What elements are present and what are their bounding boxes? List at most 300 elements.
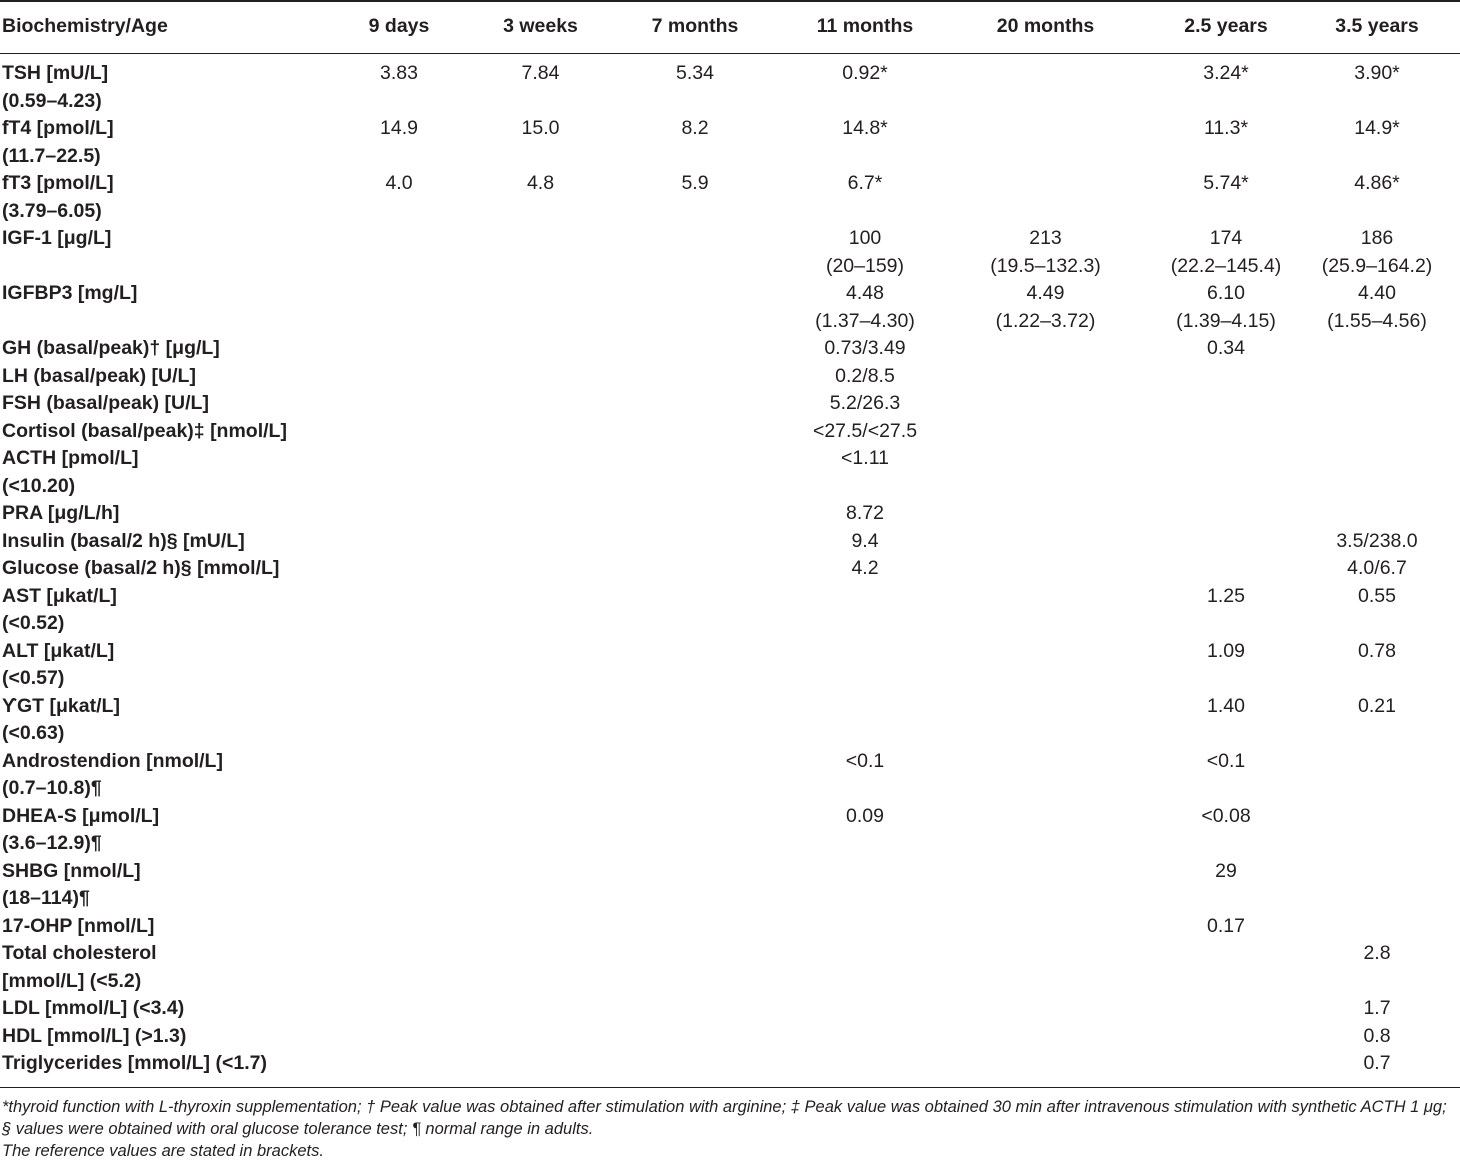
table-cell bbox=[1158, 418, 1294, 446]
column-header-20-months: 20 months bbox=[996, 15, 1095, 37]
cell-value: 2.8 bbox=[1363, 942, 1391, 964]
row-label bbox=[0, 418, 310, 446]
cell-value: 100 bbox=[848, 227, 882, 249]
row-label-line: GH (basal/peak)† [μg/L] bbox=[2, 337, 220, 359]
cell-value: <0.08 bbox=[1201, 804, 1251, 827]
table-cell bbox=[593, 418, 797, 446]
table-cell bbox=[488, 858, 593, 913]
table-cell bbox=[488, 418, 593, 446]
cell-value: 0.21 bbox=[1358, 694, 1396, 717]
table-cell bbox=[1294, 913, 1460, 941]
table-cell bbox=[593, 693, 797, 748]
row-label bbox=[0, 913, 310, 941]
table-cell bbox=[593, 53, 797, 115]
table-row bbox=[0, 940, 1460, 995]
table-cell bbox=[488, 940, 593, 995]
table-cell bbox=[488, 1023, 593, 1051]
table-cell bbox=[1294, 803, 1460, 858]
table-cell bbox=[1158, 638, 1294, 693]
row-label bbox=[0, 583, 310, 638]
table-cell bbox=[797, 500, 933, 528]
row-label-line: (11.7–22.5) bbox=[2, 144, 101, 167]
row-label-line: (<10.20) bbox=[2, 474, 76, 497]
table-cell bbox=[488, 390, 593, 418]
table-row bbox=[0, 803, 1460, 858]
table-cell bbox=[1158, 803, 1294, 858]
table-cell bbox=[1158, 280, 1294, 335]
table-cell bbox=[1158, 528, 1294, 556]
table-cell bbox=[933, 638, 1158, 693]
table-cell bbox=[488, 803, 593, 858]
row-label bbox=[0, 803, 310, 858]
cell-value: 186 bbox=[1360, 227, 1394, 249]
table-row bbox=[0, 995, 1460, 1023]
cell-value: 4.49 bbox=[1026, 282, 1065, 304]
table-cell bbox=[488, 335, 593, 363]
column-header-2-5-years: 2.5 years bbox=[1184, 15, 1268, 37]
row-label-line: (<0.57) bbox=[2, 667, 65, 689]
cell-value: 5.74* bbox=[1203, 172, 1249, 194]
table-cell bbox=[1158, 1050, 1294, 1087]
cell-value: 174 bbox=[1209, 227, 1243, 249]
cell-value: 8.72 bbox=[846, 502, 884, 524]
table-cell bbox=[310, 53, 488, 115]
column-header-9-days: 9 days bbox=[368, 15, 430, 37]
table-cell bbox=[797, 555, 933, 583]
table-cell bbox=[933, 1023, 1158, 1051]
row-label-line: (0.59–4.23) bbox=[2, 89, 102, 112]
table-cell bbox=[1158, 858, 1294, 913]
table-cell bbox=[488, 693, 593, 748]
row-label-line: fT4 [pmol/L] bbox=[2, 117, 114, 139]
table-cell bbox=[1158, 335, 1294, 363]
row-label bbox=[0, 170, 310, 225]
table-cell bbox=[933, 363, 1158, 391]
row-label-line: AST [μkat/L] bbox=[2, 584, 117, 607]
row-label bbox=[0, 280, 310, 335]
table-cell bbox=[1158, 1023, 1294, 1051]
table-cell bbox=[1294, 363, 1460, 391]
row-label-line: fT3 [pmol/L] bbox=[2, 172, 114, 194]
cell-value: (1.22–3.72) bbox=[995, 309, 1096, 332]
table-cell bbox=[488, 555, 593, 583]
row-label-line: IGFBP3 [mg/L] bbox=[2, 282, 138, 304]
cell-value: 7.84 bbox=[521, 62, 560, 84]
table-cell bbox=[1294, 583, 1460, 638]
table-row bbox=[0, 528, 1460, 556]
table-cell bbox=[933, 418, 1158, 446]
table-cell bbox=[797, 940, 933, 995]
table-cell bbox=[593, 390, 797, 418]
cell-value: 0.8 bbox=[1363, 1024, 1391, 1047]
table-cell bbox=[797, 913, 933, 941]
table-cell bbox=[488, 445, 593, 500]
cell-value: 5.2/26.3 bbox=[829, 392, 901, 414]
row-label-line: FSH (basal/peak) [U/L] bbox=[2, 392, 209, 414]
table-cell bbox=[797, 858, 933, 913]
cell-value: 4.86* bbox=[1354, 172, 1400, 194]
cell-value: 0.7 bbox=[1363, 1052, 1391, 1074]
table-cell bbox=[1294, 528, 1460, 556]
table-cell bbox=[310, 445, 488, 500]
table-footnotes bbox=[2, 1096, 1458, 1162]
cell-value: 6.10 bbox=[1207, 282, 1245, 304]
table-cell bbox=[593, 555, 797, 583]
row-label bbox=[0, 858, 310, 913]
cell-value: (25.9–164.2) bbox=[1321, 254, 1433, 277]
table-cell bbox=[933, 528, 1158, 556]
row-label bbox=[0, 500, 310, 528]
table-cell bbox=[797, 115, 933, 170]
row-label-line: ACTH [pmol/L] bbox=[2, 447, 139, 469]
table-cell bbox=[933, 445, 1158, 500]
table-row bbox=[0, 170, 1460, 225]
row-label bbox=[0, 528, 310, 556]
row-label bbox=[0, 940, 310, 995]
row-label bbox=[0, 445, 310, 500]
table-cell bbox=[797, 390, 933, 418]
cell-value: 8.2 bbox=[681, 117, 709, 139]
table-cell bbox=[310, 335, 488, 363]
table-cell bbox=[310, 418, 488, 446]
table-cell bbox=[933, 53, 1158, 115]
cell-value: 6.7* bbox=[847, 172, 883, 194]
table-cell bbox=[933, 913, 1158, 941]
table-cell bbox=[797, 748, 933, 803]
cell-value: 11.3* bbox=[1203, 117, 1249, 139]
cell-value: (1.37–4.30) bbox=[815, 309, 915, 332]
table-cell bbox=[310, 858, 488, 913]
table-cell bbox=[797, 1023, 933, 1051]
table-cell bbox=[593, 748, 797, 803]
table-cell bbox=[1294, 170, 1460, 225]
table-cell bbox=[797, 445, 933, 500]
column-header-7-months: 7 months bbox=[651, 15, 739, 37]
table-cell bbox=[1158, 995, 1294, 1023]
cell-value: 0.09 bbox=[846, 804, 884, 827]
table-cell bbox=[933, 858, 1158, 913]
table-cell bbox=[310, 940, 488, 995]
table-cell bbox=[1158, 53, 1294, 115]
cell-value: 0.73/3.49 bbox=[824, 337, 906, 359]
cell-value: 4.8 bbox=[526, 172, 555, 194]
header-row bbox=[0, 0, 1460, 53]
table-cell bbox=[933, 995, 1158, 1023]
table-cell bbox=[933, 390, 1158, 418]
table-cell bbox=[797, 53, 933, 115]
cell-value: 5.34 bbox=[676, 62, 714, 84]
table-cell bbox=[488, 53, 593, 115]
row-label-line: Glucose (basal/2 h)§ [mmol/L] bbox=[2, 557, 280, 579]
table-cell bbox=[488, 583, 593, 638]
table-cell bbox=[593, 995, 797, 1023]
table-cell bbox=[488, 500, 593, 528]
row-label-line: IGF-1 [μg/L] bbox=[2, 227, 112, 249]
table-cell bbox=[593, 1050, 797, 1087]
table-cell bbox=[310, 170, 488, 225]
table-cell bbox=[1158, 500, 1294, 528]
table-cell bbox=[933, 583, 1158, 638]
table-cell bbox=[310, 1050, 488, 1087]
table-cell bbox=[933, 1050, 1158, 1087]
cell-value: (1.39–4.15) bbox=[1176, 309, 1276, 332]
table-cell bbox=[797, 418, 933, 446]
cell-value: <0.1 bbox=[1206, 749, 1246, 772]
row-label bbox=[0, 693, 310, 748]
row-label bbox=[0, 748, 310, 803]
table-cell bbox=[310, 913, 488, 941]
table-body bbox=[0, 53, 1460, 1087]
table-cell bbox=[1294, 638, 1460, 693]
cell-value: 4.2 bbox=[851, 557, 879, 579]
table-cell bbox=[933, 940, 1158, 995]
table-row bbox=[0, 363, 1460, 391]
cell-value: 0.78 bbox=[1358, 639, 1396, 662]
table-cell bbox=[797, 693, 933, 748]
table-cell bbox=[310, 638, 488, 693]
row-label-line: ϒGT [μkat/L] bbox=[2, 694, 120, 717]
column-header-biochemistry-age: Biochemistry/Age bbox=[2, 15, 168, 37]
table-row bbox=[0, 53, 1460, 115]
table-cell bbox=[797, 583, 933, 638]
table-cell bbox=[310, 115, 488, 170]
cell-value: 29 bbox=[1215, 859, 1237, 882]
table-cell bbox=[593, 858, 797, 913]
table-cell bbox=[593, 363, 797, 391]
header-bottom-rule bbox=[0, 53, 1460, 54]
table-cell bbox=[1158, 555, 1294, 583]
row-label bbox=[0, 1050, 310, 1087]
table-cell bbox=[933, 225, 1158, 280]
cell-value: 9.4 bbox=[851, 529, 879, 552]
table-cell bbox=[797, 528, 933, 556]
cell-value: 4.0/6.7 bbox=[1347, 557, 1407, 579]
cell-value: (20–159) bbox=[825, 254, 905, 277]
table-cell bbox=[1158, 748, 1294, 803]
table-cell bbox=[1158, 913, 1294, 941]
table-cell bbox=[1294, 1023, 1460, 1051]
table-cell bbox=[310, 528, 488, 556]
table-cell bbox=[488, 280, 593, 335]
cell-value: 3.90* bbox=[1354, 62, 1400, 84]
row-label bbox=[0, 53, 310, 115]
table-cell bbox=[933, 280, 1158, 335]
cell-value: (1.55–4.56) bbox=[1327, 309, 1427, 332]
table-cell bbox=[797, 803, 933, 858]
table-cell bbox=[488, 528, 593, 556]
cell-value: 4.40 bbox=[1358, 282, 1396, 304]
row-label bbox=[0, 225, 310, 280]
table-cell bbox=[1294, 53, 1460, 115]
table-cell bbox=[310, 803, 488, 858]
table-cell bbox=[1158, 363, 1294, 391]
row-label-line: (<0.63) bbox=[2, 722, 65, 744]
table-cell bbox=[797, 363, 933, 391]
table-cell bbox=[488, 363, 593, 391]
row-label bbox=[0, 335, 310, 363]
table-cell bbox=[310, 363, 488, 391]
table-row bbox=[0, 445, 1460, 500]
table-cell bbox=[1294, 115, 1460, 170]
cell-value: 1.25 bbox=[1207, 584, 1245, 607]
cell-value: 5.9 bbox=[681, 172, 709, 194]
row-label-line: 17-OHP [nmol/L] bbox=[2, 914, 155, 937]
table-row bbox=[0, 1050, 1460, 1087]
table-cell bbox=[310, 693, 488, 748]
table-row bbox=[0, 693, 1460, 748]
row-label-line: SHBG [nmol/L] bbox=[2, 859, 141, 882]
row-label-line: LH (basal/peak) [U/L] bbox=[2, 364, 196, 387]
table-cell bbox=[593, 280, 797, 335]
table-cell bbox=[933, 693, 1158, 748]
cell-value: 3.5/238.0 bbox=[1336, 529, 1418, 552]
row-label bbox=[0, 1023, 310, 1051]
table-cell bbox=[797, 170, 933, 225]
cell-value: 1.7 bbox=[1363, 997, 1391, 1019]
cell-value: 14.9* bbox=[1354, 117, 1400, 139]
table-cell bbox=[593, 445, 797, 500]
table-cell bbox=[310, 280, 488, 335]
table-cell bbox=[488, 225, 593, 280]
footnote-symbols: *thyroid function with L-thyroxin supplementation; † Peak value was obtained after stimulation with arginine; ‡ Peak value was obtained 30 min after intravenous stimulation with synthetic ACTH 1 μg; § values were obtained with oral glucose tolerance test; ¶ normal range in adults. bbox=[2, 1098, 1447, 1138]
row-label-line: (18–114)¶ bbox=[2, 887, 90, 909]
cell-value: 3.83 bbox=[380, 62, 418, 84]
cell-value: 0.92* bbox=[842, 62, 888, 84]
row-label-line: Triglycerides [mmol/L] (<1.7) bbox=[2, 1052, 267, 1074]
table-row bbox=[0, 858, 1460, 913]
table-cell bbox=[933, 170, 1158, 225]
table-row bbox=[0, 280, 1460, 335]
table-cell bbox=[797, 335, 933, 363]
table-cell bbox=[593, 500, 797, 528]
table-cell bbox=[310, 1023, 488, 1051]
table-cell bbox=[933, 748, 1158, 803]
table-row bbox=[0, 748, 1460, 803]
row-label bbox=[0, 995, 310, 1023]
row-label-line: (0.7–10.8)¶ bbox=[2, 777, 102, 799]
column-header-3-5-years: 3.5 years bbox=[1335, 15, 1419, 37]
table-cell bbox=[593, 170, 797, 225]
table-cell bbox=[1294, 280, 1460, 335]
table-cell bbox=[933, 335, 1158, 363]
column-header-11-months: 11 months bbox=[816, 15, 914, 37]
cell-value: 1.09 bbox=[1207, 639, 1245, 662]
row-label-line: ALT [μkat/L] bbox=[2, 639, 115, 662]
table-cell bbox=[1158, 170, 1294, 225]
table-row bbox=[0, 390, 1460, 418]
table-cell bbox=[488, 170, 593, 225]
cell-value: (19.5–132.3) bbox=[990, 254, 1101, 277]
table-cell bbox=[488, 748, 593, 803]
table-cell bbox=[310, 500, 488, 528]
cell-value: 0.2/8.5 bbox=[835, 364, 895, 387]
table-cell bbox=[1294, 748, 1460, 803]
cell-value: 1.40 bbox=[1207, 694, 1245, 717]
table-row bbox=[0, 555, 1460, 583]
table-cell bbox=[1158, 445, 1294, 500]
cell-value: 213 bbox=[1029, 227, 1062, 249]
column-header-3-weeks: 3 weeks bbox=[503, 15, 578, 37]
cell-value: 14.9 bbox=[380, 117, 418, 139]
table-cell bbox=[593, 528, 797, 556]
table-cell bbox=[310, 583, 488, 638]
table-row bbox=[0, 500, 1460, 528]
header-top-rule bbox=[0, 0, 1460, 2]
cell-value: 15.0 bbox=[521, 117, 560, 139]
table-cell bbox=[797, 995, 933, 1023]
table-row bbox=[0, 913, 1460, 941]
row-label-line: HDL [mmol/L] (>1.3) bbox=[2, 1024, 187, 1047]
table-cell bbox=[310, 995, 488, 1023]
table-cell bbox=[310, 390, 488, 418]
table-cell bbox=[797, 280, 933, 335]
table-cell bbox=[1294, 940, 1460, 995]
table-cell bbox=[797, 225, 933, 280]
cell-value: <0.1 bbox=[845, 749, 885, 772]
table-cell bbox=[593, 803, 797, 858]
table-cell bbox=[1158, 115, 1294, 170]
row-label-line: [mmol/L] (<5.2) bbox=[2, 969, 142, 992]
table-cell bbox=[593, 583, 797, 638]
row-label-line: PRA [μg/L/h] bbox=[2, 502, 120, 524]
row-label bbox=[0, 115, 310, 170]
table-row bbox=[0, 583, 1460, 638]
row-label-line: LDL [mmol/L] (<3.4) bbox=[2, 997, 185, 1019]
cell-value: 4.48 bbox=[846, 282, 884, 304]
table-cell bbox=[1294, 445, 1460, 500]
table-cell bbox=[593, 115, 797, 170]
table-cell bbox=[797, 1050, 933, 1087]
cell-value: <27.5/<27.5 bbox=[812, 419, 918, 442]
table-cell bbox=[1158, 225, 1294, 280]
table-cell bbox=[1294, 1050, 1460, 1087]
cell-value: 0.34 bbox=[1207, 337, 1245, 359]
table-row bbox=[0, 418, 1460, 446]
table-cell bbox=[593, 913, 797, 941]
cell-value: 4.0 bbox=[385, 172, 413, 194]
table-cell bbox=[1158, 390, 1294, 418]
row-label bbox=[0, 390, 310, 418]
table-cell bbox=[1294, 390, 1460, 418]
cell-value: 0.55 bbox=[1358, 584, 1396, 607]
table-cell bbox=[933, 555, 1158, 583]
table-cell bbox=[1158, 940, 1294, 995]
table-cell bbox=[593, 335, 797, 363]
table-cell bbox=[488, 913, 593, 941]
row-label-line: Androstendion [nmol/L] bbox=[2, 749, 223, 772]
table-cell bbox=[1158, 693, 1294, 748]
table-cell bbox=[1294, 693, 1460, 748]
row-label bbox=[0, 555, 310, 583]
table-cell bbox=[593, 1023, 797, 1051]
row-label bbox=[0, 638, 310, 693]
row-label-line: DHEA-S [μmol/L] bbox=[2, 804, 160, 827]
table-cell bbox=[488, 638, 593, 693]
table-row bbox=[0, 1023, 1460, 1051]
table-cell bbox=[933, 803, 1158, 858]
table-bottom-rule bbox=[0, 1087, 1460, 1088]
row-label-line: Cortisol (basal/peak)‡ [nmol/L] bbox=[2, 419, 287, 442]
row-label-line: TSH [mU/L] bbox=[2, 62, 109, 84]
table-row bbox=[0, 225, 1460, 280]
table-cell bbox=[310, 555, 488, 583]
cell-value: 0.17 bbox=[1207, 914, 1245, 937]
table-cell bbox=[593, 225, 797, 280]
footnote-reference-values: The reference values are stated in brackets. bbox=[2, 1142, 324, 1160]
table-cell bbox=[488, 1050, 593, 1087]
table-cell bbox=[593, 940, 797, 995]
row-label-line: Total cholesterol bbox=[2, 942, 157, 964]
